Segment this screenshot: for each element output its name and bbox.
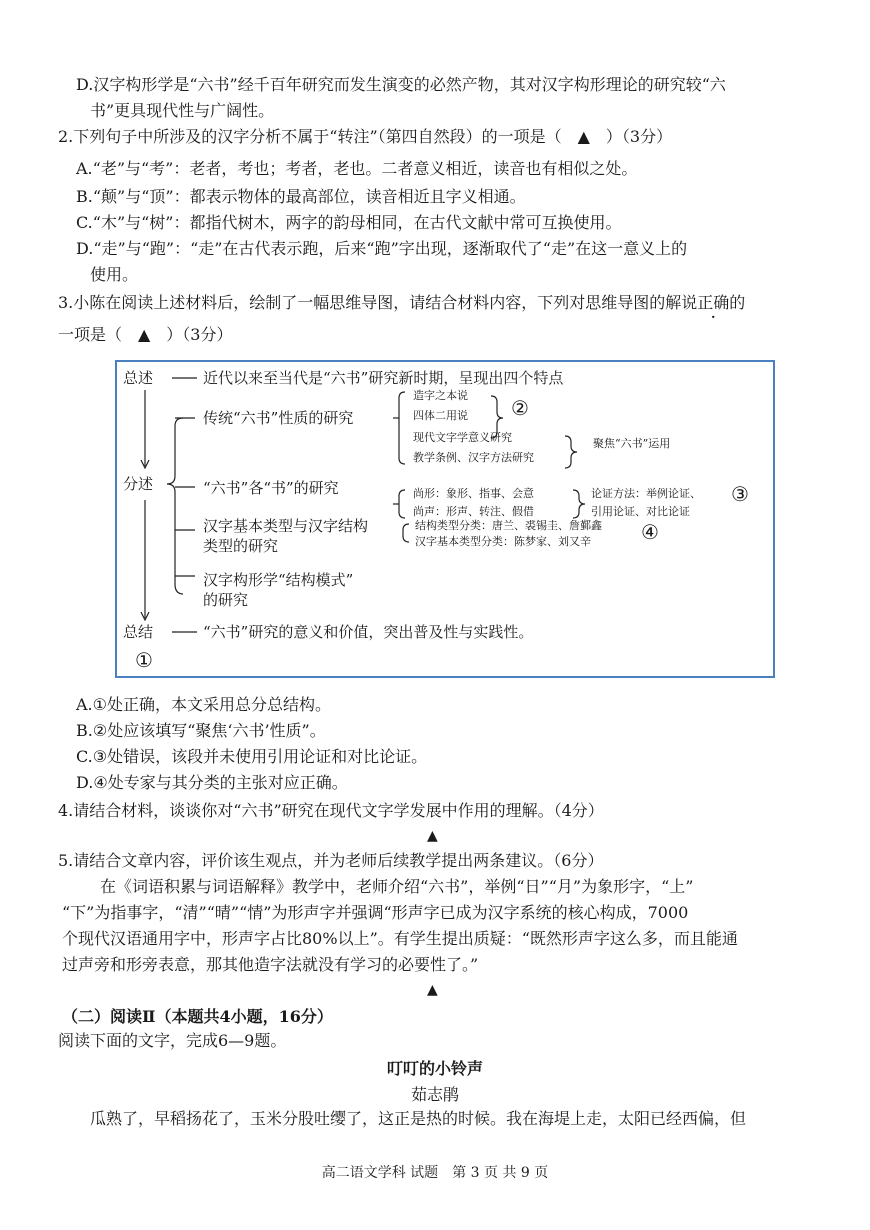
mindmap-b2-sub2: 尚声：形声、转注、假借	[413, 505, 534, 518]
mindmap-b3-sub1: 结构类型分类：唐兰、裘锡圭、詹鄞鑫	[415, 519, 602, 532]
article-paragraph-1: 瓜熟了，早稻扬花了，玉米分股吐缨了，这正是热的时候。我在海堤上走，太阳已经西偏，但	[90, 1109, 747, 1128]
mindmap-b2-sub1: 尚形：象形、指事、会意	[413, 487, 534, 500]
mindmap-circle-1: ①	[135, 648, 153, 672]
q5-material-line4: 过声旁和形旁表意，那其他造字法就没有学习的必要性了。”	[62, 955, 479, 974]
mindmap-zongjie-label: 总结	[123, 623, 154, 641]
q4-answer-mark: ▲	[427, 828, 438, 844]
mindmap-zongshu-label: 总述	[123, 369, 154, 387]
q2-option-c: C.“木”与“树”：都指代树木，两字的韵母相同，在古代文献中常可互换使用。	[76, 213, 622, 232]
q3-stem-line2: 一项是（ ▲ ）（3分）	[58, 325, 233, 344]
emphasis-dotted-text: 正确	[697, 293, 730, 312]
mindmap-b1-focus: 聚焦“六书”运用	[593, 437, 671, 450]
mindmap-b1-sub4: 教学条例、汉字方法研究	[413, 451, 534, 464]
section2-heading: （二）阅读Ⅱ（本题共4小题，16分）	[62, 1007, 333, 1026]
mindmap-branch2: “六书”各“书”的研究	[203, 479, 339, 497]
mindmap-branch4-line1: 汉字构形学“结构模式”	[203, 571, 354, 589]
page-footer: 高二语文学科 试题 第 3 页 共 9 页	[321, 1165, 549, 1181]
q3-option-d: D.④处专家与其分类的主张对应正确。	[76, 773, 348, 792]
q4-stem: 4.请结合材料，谈谈你对“六书”研究在现代文字学发展中作用的理解。（4分）	[58, 801, 604, 820]
q5-material-line1: 在《词语积累与词语解释》教学中，老师介绍“六书”，举例“日”“月”为象形字，“上”	[100, 877, 694, 896]
mindmap-circle-4: ④	[641, 520, 659, 544]
mindmap-b3-sub2: 汉字基本类型分类：陈梦家、刘又辛	[415, 535, 591, 548]
q2-option-a: A.“老”与“考”：老者，考也；考者，老也。二者意义相近，读音也有相似之处。	[76, 159, 638, 178]
q5-answer-mark: ▲	[427, 982, 438, 998]
mindmap-zongjie-text: “六书”研究的意义和价值，突出普及性与实践性。	[203, 623, 534, 641]
q5-material-line2: “下”为指事字，“清”“晴”“情”为形声字并强调“形声字已成为汉字系统的核心构成，7000	[62, 903, 689, 922]
mind-map	[115, 360, 775, 678]
mindmap-branch1: 传统“六书”性质的研究	[203, 409, 354, 427]
mindmap-b1-sub1: 造字之本说	[413, 389, 468, 402]
mindmap-zongshu-text: 近代以来至当代是“六书”研究新时期，呈现出四个特点	[203, 369, 564, 387]
article-title: 叮叮的小铃声	[386, 1059, 483, 1078]
q5-material-line3: 个现代汉语通用字中，形声字占比80%以上”。有学生提出质疑：“既然形声字这么多，而且能通	[62, 929, 738, 948]
q2-stem: 2.下列句子中所涉及的汉字分析不属于“转注”（第四自然段）的一项是（ ▲ ）（3分）	[58, 127, 673, 146]
q3-option-c: C.③处错误，该段并未使用引用论证和对比论证。	[76, 747, 428, 766]
section2-instruction: 阅读下面的文字，完成6—9题。	[58, 1031, 287, 1050]
mindmap-b2-right1: 论证方法：举例论证、	[591, 487, 701, 500]
mindmap-b2-right2: 引用论证、对比论证	[591, 505, 690, 518]
mindmap-circle-2: ②	[511, 396, 529, 420]
q3-option-a: A.①处正确，本文采用总分总结构。	[76, 695, 331, 714]
article-author: 茹志鹃	[410, 1085, 459, 1104]
q1-option-d-line1: D.汉字构形学是“六书”经千百年研究而发生演变的必然产物，其对汉字构形理论的研究较“六	[76, 75, 726, 94]
mindmap-branch3-line1: 汉字基本类型与汉字结构	[203, 517, 369, 535]
mindmap-b1-sub3: 现代文字学意义研究	[413, 431, 512, 444]
q1-option-d-line2: 书”更具现代性与广阔性。	[90, 101, 275, 120]
q2-option-d-line1: D.“走”与“跑”：“走”在古代表示跑，后来“跑”字出现，逐渐取代了“走”在这一意义上的	[76, 239, 688, 258]
q3-option-b: B.②处应该填写“聚焦‘六书’性质”。	[76, 721, 326, 740]
mindmap-b1-sub2: 四体二用说	[413, 409, 468, 422]
mindmap-fenshu-label: 分述	[123, 475, 154, 493]
mindmap-circle-3: ③	[731, 482, 749, 506]
mindmap-branch3-line2: 类型的研究	[203, 537, 279, 555]
q5-stem: 5.请结合文章内容，评价该生观点，并为老师后续教学提出两条建议。（6分）	[58, 851, 604, 870]
q3-stem-line1: 3.小陈在阅读上述材料后，绘制了一幅思维导图，请结合材料内容，下列对思维导图的解说正确的	[58, 293, 746, 312]
mindmap-branch4-line2: 的研究	[203, 591, 249, 609]
q2-option-b: B.“颠”与“顶”：都表示物体的最高部位，读音相近且字义相通。	[76, 187, 526, 206]
q2-option-d-line2: 使用。	[90, 265, 139, 284]
